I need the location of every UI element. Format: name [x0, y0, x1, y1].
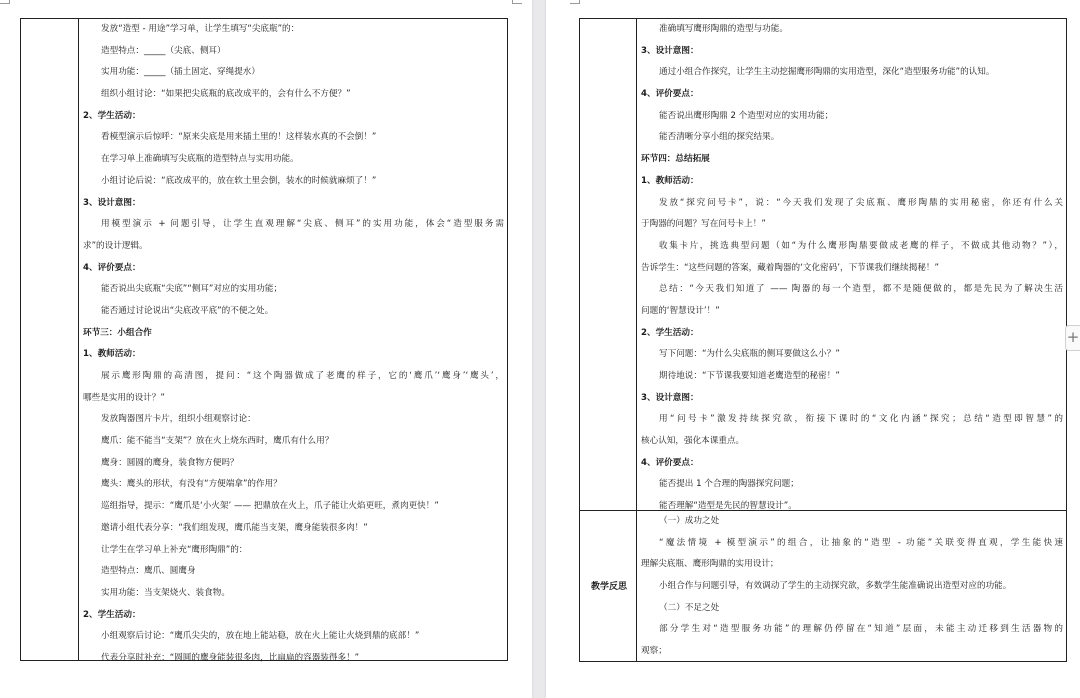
add-page-button[interactable]: +	[1065, 325, 1080, 351]
text-line: 通过小组合作探究，让学生主动挖掘鹰形陶鼎的实用造型，深化“造型服务功能”的认知。	[659, 67, 995, 78]
text-line: 理解尖底瓶、鹰形陶鼎的实用设计；	[641, 559, 779, 570]
page-corner-mark	[512, 0, 522, 4]
lesson-plan-table	[579, 18, 1067, 662]
section-heading: 环节四：总结拓展	[641, 154, 710, 165]
text-line: 能否说出尖底瓶“尖底”“侧耳”对应的实用功能；	[101, 284, 283, 295]
text-line: 发放“造型 - 用途”学习单，让学生填写“尖底瓶”的：	[101, 24, 300, 34]
section-heading: 2、学生活动：	[83, 609, 141, 620]
text-line: （二）不足之处	[659, 602, 720, 613]
section-heading: 2、学生活动：	[83, 110, 141, 121]
table-content-cell	[637, 19, 1066, 518]
text-line: 发放“探究问号卡”，说：“今天我们发现了尖底瓶、鹰形陶鼎的实用秘密，你还有什么关	[659, 197, 1063, 208]
reflection-label: 教学反思	[590, 582, 627, 592]
text-line: 能否说出鹰形陶鼎 2 个造型对应的实用功能；	[659, 110, 834, 121]
lesson-plan-table	[20, 18, 508, 661]
text-line: 能否理解“造型是先民的智慧设计”。	[659, 501, 797, 512]
text-line: 用“问号卡”激发持续探究欲，衔接下课时的“文化内涵”探究；总结“造型即智慧”的	[659, 414, 1063, 425]
text-line: 邀请小组代表分享：“我们组发现，鹰爪能当支架，鹰身能装很多肉！”	[101, 522, 368, 533]
text-line: 鹰身：圆圆的鹰身，装食物方便吗？	[101, 457, 239, 468]
text-line: 于陶器的问题？写在问号卡上！”	[641, 219, 766, 230]
text-line: 准确填写鹰形陶鼎的造型与功能。	[659, 24, 788, 34]
text-line: 巡组指导，提示：“鹰爪是‘小火架’ —— 把鼎放在火上，爪子能让火焰更旺，煮肉更快！”	[101, 501, 439, 512]
text-line: 能否提出 1 个合理的陶器探究问题；	[659, 479, 799, 490]
section-heading: 4、评价要点：	[83, 262, 141, 273]
text-line: 组织小组讨论：“如果把尖底瓶的底改成平的，会有什么不方便？”	[101, 89, 351, 100]
text-line: 观察；	[641, 646, 667, 657]
text-line: 鹰头：鹰头的形状，有没有“方便端拿”的作用？	[101, 479, 282, 490]
text-line: 问题的‘智慧设计’！”	[641, 305, 720, 316]
page-corner-mark	[0, 0, 10, 4]
text-line: 能否清晰分享小组的探究结果。	[659, 132, 780, 143]
text-line: 造型特点：鹰爪、圆鹰身	[101, 566, 196, 577]
text-line: 期待地说：“下节课我要知道老鹰造型的秘密！”	[659, 371, 840, 381]
reflection-content-cell	[637, 511, 1066, 663]
text-line: 造型特点：_____（尖底、侧耳）	[101, 45, 226, 56]
section-heading: 2、学生活动：	[641, 327, 699, 338]
text-line: 发放陶器图片卡片，组织小组观察讨论：	[101, 414, 256, 425]
section-heading: 1、教师活动：	[83, 349, 141, 360]
text-line: 核心认知，强化本课重点。	[641, 436, 745, 447]
document-page-right	[546, 0, 1080, 698]
text-line: 总结：“今天我们知道了 —— 陶器的每一个造型，都不是随便做的，都是先民为了解决生活	[659, 284, 1063, 295]
page-corner-mark	[570, 0, 580, 4]
text-line: 用模型演示 + 问题引导，让学生直观理解“尖底、侧耳”的实用功能，体会“造型服务需	[101, 219, 504, 230]
text-line: 让学生在学习单上补充“鹰形陶鼎”的：	[101, 544, 248, 555]
section-heading: 4、评价要点：	[641, 89, 699, 100]
document-page-left	[0, 0, 532, 698]
text-line: 在学习单上准确填写尖底瓶的造型特点与实用功能。	[101, 154, 299, 165]
table-content-cell	[79, 19, 507, 670]
text-line: 实用功能：_____（插土固定、穿绳提水）	[101, 67, 260, 78]
section-heading: 4、评价要点：	[641, 457, 699, 468]
text-line: 部分学生对“造型服务功能”的理解仍停留在“知道”层面，未能主动迁移到生活器物的	[659, 624, 1063, 635]
section-heading: 环节三：小组合作	[83, 327, 152, 338]
text-line: 小组讨论后说：“底改成平的，放在软土里会倒，装水的时候就麻烦了！”	[101, 175, 377, 186]
text-line: 能否通过讨论说出“尖底改平底”的不便之处。	[101, 305, 274, 316]
text-line: （一）成功之处	[659, 516, 720, 526]
text-line: 告诉学生：“这些问题的答案，藏着陶器的‘文化密码’，下节课我们继续揭秘！”	[641, 262, 939, 273]
text-line: 鹰爪：能不能当“支架”？放在火上烧东西时，鹰爪有什么用？	[101, 436, 334, 447]
section-heading: 1、教师活动：	[641, 175, 699, 186]
text-line: 展示鹰形陶鼎的高清图，提问：“这个陶器做成了老鹰的样子，它的‘鹰爪’‘鹰身’‘鹰头’，	[101, 371, 504, 381]
section-heading: 3、设计意图：	[641, 45, 699, 56]
text-line: 哪些是实用的设计？”	[83, 392, 165, 403]
text-line: 收集卡片，挑选典型问题（如“为什么鹰形陶鼎要做成老鹰的样子，不做成其他动物？”），	[659, 240, 1063, 251]
section-heading: 3、设计意图：	[641, 392, 699, 403]
text-line: 实用功能：当支架烧火、装食物。	[101, 587, 230, 598]
text-line: 写下问题：“为什么尖底瓶的侧耳要做这么小？”	[659, 349, 840, 360]
text-line: “魔法情境 + 模型演示”的组合，让抽象的“造型 - 功能”关联变得直观，学生能快速	[659, 537, 1063, 548]
text-line: 小组合作与问题引导，有效调动了学生的主动探究欲，多数学生能准确说出造型对应的功能。	[659, 581, 1012, 592]
text-line: 小组观察后讨论：“鹰爪尖尖的，放在地上能站稳，放在火上能让火烧到鼎的底部！”	[101, 631, 420, 642]
text-line: 看模型演示后惊呼：“原来尖底是用来插土里的！这样装水真的不会倒！”	[101, 132, 377, 143]
text-line: 代表分享时补充：“圆圆的鹰身能装很多肉，比扁扁的容器装得多！”	[101, 652, 360, 663]
section-heading: 3、设计意图：	[83, 197, 141, 208]
text-line: 求”的设计逻辑。	[83, 240, 148, 251]
